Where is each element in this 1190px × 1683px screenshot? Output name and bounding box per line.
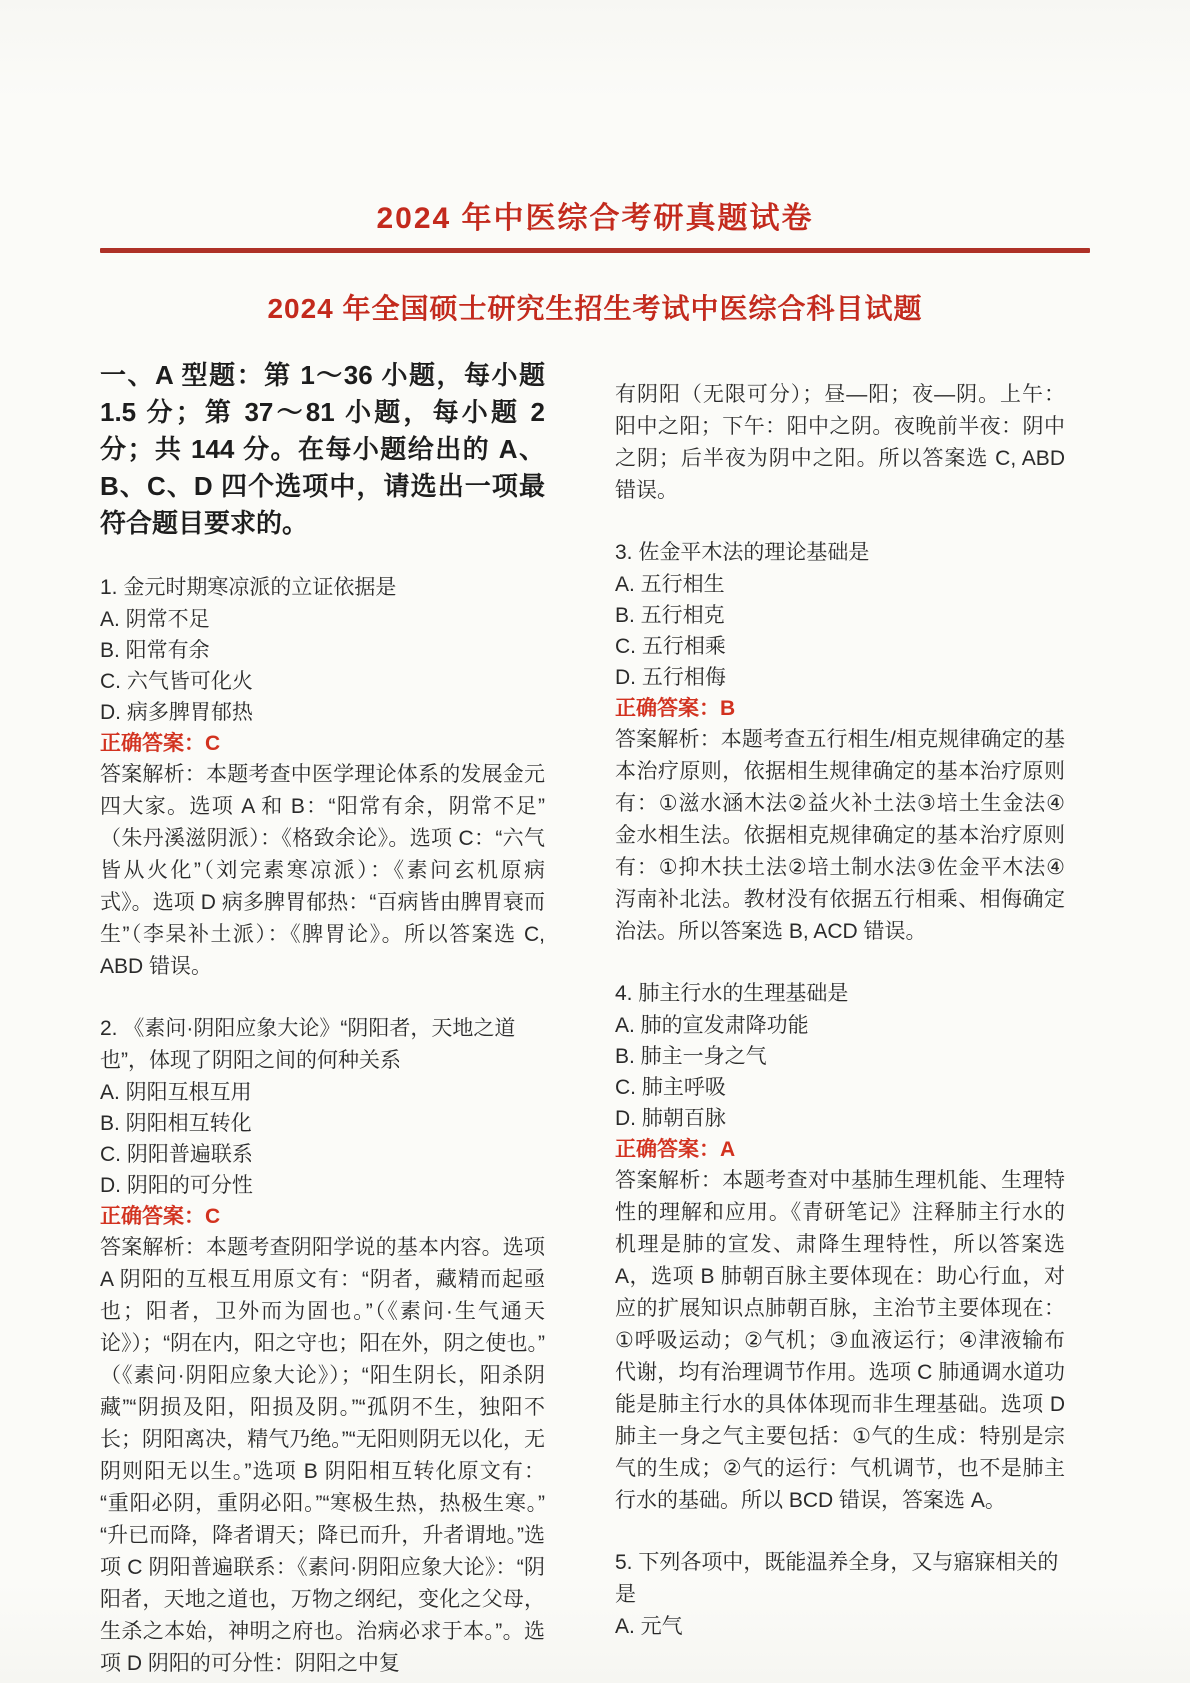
answer-label: 正确答案： xyxy=(100,1205,205,1228)
option-line: D. 肺朝百脉 xyxy=(615,1107,726,1130)
answer-line xyxy=(100,1201,545,1232)
explanation-text: 答案解析：本题考查五行相生/相克规律确定的基本治疗原则，依据相生规律确定的基本治疗原则有：①滋水涵木法②益火补土法③培土生金法④金水相生法。依据相克规律确定的基本治疗原则有：①抑木扶土法②培土制水法③佐金平木法④泻南补北法。教材没有依据五行相乘、相侮确定治法。所以答案选 B, ACD 错误。 xyxy=(615,728,1065,943)
question-stem: 3. 佐金平木法的理论基础是 xyxy=(615,541,870,564)
answer-label: 正确答案： xyxy=(615,1138,720,1161)
option-line: B. 阴阳相互转化 xyxy=(100,1112,252,1135)
question-stem: 4. 肺主行水的生理基础是 xyxy=(615,982,849,1005)
page-subtitle: 2024 年全国硕士研究生招生考试中医综合科目试题 xyxy=(267,293,923,324)
option-line: C. 肺主呼吸 xyxy=(615,1076,726,1099)
option-line: C. 六气皆可化火 xyxy=(100,670,253,693)
left-column xyxy=(100,357,545,1680)
title-divider xyxy=(100,248,1090,253)
question-stem: 5. 下列各项中，既能温养全身，又与寤寐相关的是 xyxy=(615,1551,1059,1606)
option-line: B. 五行相克 xyxy=(615,604,725,627)
option-line: A. 肺的宣发肃降功能 xyxy=(615,1014,809,1037)
option-line: A. 五行相生 xyxy=(615,573,725,596)
option-line: C. 五行相乘 xyxy=(615,635,726,658)
answer-line xyxy=(615,693,1065,724)
question-stem: 1. 金元时期寒凉派的立证依据是 xyxy=(100,576,397,599)
option-line: B. 阳常有余 xyxy=(100,639,210,662)
page-title: 2024 年中医综合考研真题试卷 xyxy=(376,202,814,235)
question-block xyxy=(100,1013,545,1680)
explanation-text: 答案解析：本题考查中医学理论体系的发展金元四大家。选项 A 和 B：“阳常有余，阴常不足”（朱丹溪滋阴派）：《格致余论》。选项 C：“六气皆从火化”（刘完素寒凉派）：《素问玄机原病式》。选项 D 病多脾胃郁热：“百病皆由脾胃衰而生”（李杲补土派）：《脾胃论》。所以答案选 C, ABD 错误。 xyxy=(100,763,545,978)
two-column-body xyxy=(0,357,1190,1680)
answer-line xyxy=(100,728,545,759)
explanation-text: 答案解析：本题考查阴阳学说的基本内容。选项 A 阴阳的互根互用原文有：“阴者，藏精而起亟也；阳者，卫外而为固也。”（《素问·生气通天论》）；“阴在内，阳之守也；阳在外，阴之使也。”（《素问·阴阳应象大论》）；“阳生阴长，阳杀阴藏”“阴损及阳，阳损及阴。”“孤阴不生，独阳不长；阴阳离决，精气乃绝。”“无阳则阴无以化，无阴则阳无以生。”选项 B 阴阳相互转化原文有：“重阳必阴，重阴必阳。”“寒极生热，热极生寒。”“升已而降，降者谓天；降已而升，升者谓地。”选项 C 阴阳普遍联系：《素问·阴阳应象大论》：“阴阳者，天地之道也，万物之纲纪，变化之父母，生杀之本始，神明之府也。治病必求于本。”。选项 D 阴阳的可分性：阴阳之中复 xyxy=(100,1236,545,1675)
question-block xyxy=(615,1547,1065,1642)
answer-value: C xyxy=(205,1205,221,1228)
option-line: A. 阴常不足 xyxy=(100,608,210,631)
question-block xyxy=(100,572,545,983)
answer-value: C xyxy=(205,732,221,755)
continuation-text: 有阴阳（无限可分）；昼—阳；夜—阴。上午：阳中之阳；下午：阳中之阴。夜晚前半夜：阴中之阴；后半夜为阴中之阳。所以答案选 C, ABD 错误。 xyxy=(615,383,1065,502)
right-column xyxy=(615,357,1065,1642)
explanation-text: 答案解析：本题考查对中基肺生理机能、生理特性的理解和应用。《青研笔记》注释肺主行水的机理是肺的宣发、肃降生理特性，所以答案选 A，选项 B 肺朝百脉主要体现在：助心行血，对应的扩展知识点肺朝百脉，主治节主要体现在：①呼吸运动；②气机；③血液运行；④津液输布代谢，均有治理调节作用。选项 C 肺通调水道功能是肺主行水的具体体现而非生理基础。选项 D 肺主一身之气主要包括：①气的生成：特别是宗气的生成；②气的运行：气机调节，也不是肺主行水的基础。所以 BCD 错误，答案选 A。 xyxy=(615,1169,1065,1512)
answer-value: A xyxy=(720,1138,736,1161)
option-line: A. 元气 xyxy=(615,1615,683,1638)
question-block xyxy=(615,537,1065,948)
option-line: D. 病多脾胃郁热 xyxy=(100,701,253,724)
answer-line xyxy=(615,1134,1065,1165)
question-stem: 2. 《素问·阴阳应象大论》“阴阳者，天地之道也”，体现了阴阳之间的何种关系 xyxy=(100,1017,516,1072)
section-intro: 一、A 型题：第 1～36 小题，每小题 1.5 分；第 37～81 小题，每小题 2 分；共 144 分。在每小题给出的 A、B、C、D 四个选项中，请选出一项最符合题目要求的。 xyxy=(100,360,545,538)
option-line: D. 五行相侮 xyxy=(615,666,726,689)
answer-label: 正确答案： xyxy=(100,732,205,755)
option-line: C. 阴阳普遍联系 xyxy=(100,1143,253,1166)
option-line: B. 肺主一身之气 xyxy=(615,1045,767,1068)
answer-label: 正确答案： xyxy=(615,697,720,720)
answer-value: B xyxy=(720,697,736,720)
option-line: D. 阴阳的可分性 xyxy=(100,1174,253,1197)
option-line: A. 阴阳互根互用 xyxy=(100,1081,252,1104)
question-block xyxy=(615,978,1065,1517)
